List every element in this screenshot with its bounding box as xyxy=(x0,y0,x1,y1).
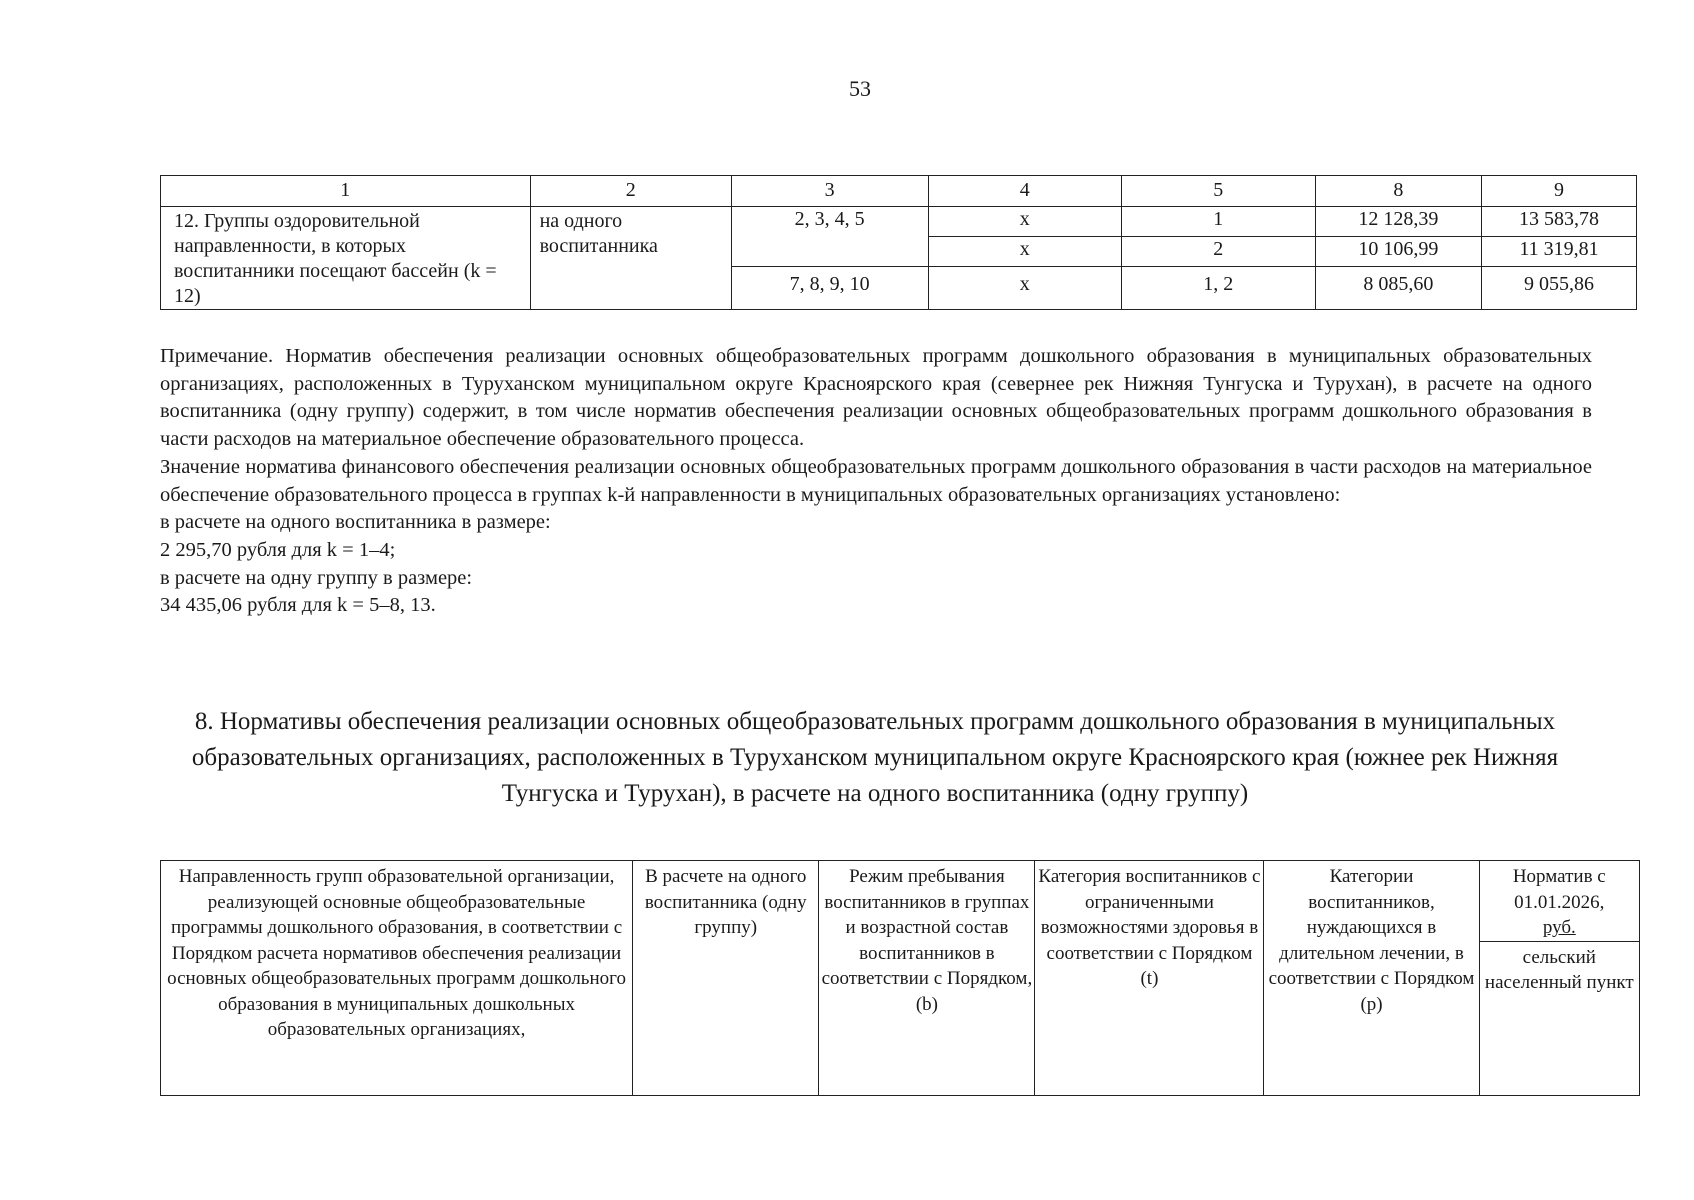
header-cell: В расчете на одного воспитанника (одну группу) xyxy=(633,861,819,1096)
page-number: 53 xyxy=(849,76,871,101)
age-cell: 7, 8, 9, 10 xyxy=(731,267,928,310)
header-cell: 8 xyxy=(1315,176,1481,207)
section-heading: 8. Нормативы обеспечения реализации основных общеобразовательных программ дошкольного образования в муниципальных образовательных организациях, расположенных в Туруханском муниципальном округе Красноярского края (южнее рек Нижняя Тунгуска и Турухан), в расчете на одного воспитанника (одну группу) xyxy=(191,708,1559,807)
table-header-row xyxy=(161,176,1637,207)
note-line: в расчете на одну группу в размере: xyxy=(160,566,473,589)
table-cell: х xyxy=(928,237,1121,267)
table-cell: 1, 2 xyxy=(1121,267,1315,310)
note-line: в расчете на одного воспитанника в размере: xyxy=(160,511,551,534)
norm-title: Норматив с 01.01.2026, xyxy=(1512,866,1606,913)
header-cell: 9 xyxy=(1482,176,1637,207)
table-cell: х xyxy=(928,207,1121,237)
top-table xyxy=(160,175,1637,310)
value-cell: 9 055,86 xyxy=(1482,267,1637,310)
header-cell: 1 xyxy=(161,176,531,207)
table-cell: 2 xyxy=(1121,237,1315,267)
header-cell: 3 xyxy=(731,176,928,207)
age-cell: 2, 3, 4, 5 xyxy=(731,207,928,267)
norm-subheader-cell: сельский населенный пункт xyxy=(1479,941,1639,1095)
header-cell: Режим пребывания воспитанников в группах и возрастной состав воспитанников в соответствии с Порядком, (b) xyxy=(819,861,1035,1096)
note-block xyxy=(160,343,1592,620)
value-cell: 10 106,99 xyxy=(1315,237,1481,267)
header-cell: 2 xyxy=(530,176,731,207)
header-cell: Направленность групп образовательной организации, реализующей основные общеобразовательные программы дошкольного образования, в соответствии с Порядком расчета нормативов обеспечения реализации основных общеобразовательных программ дошкольного образования в муниципальных дошкольных образовательных организациях, xyxy=(161,861,633,1096)
note-paragraph: Примечание. Норматив обеспечения реализации основных общеобразовательных программ дошкольного образования в муниципальных образовательных организациях, расположенных в Туруханском муниципальном округе Красноярского края (севернее рек Нижняя Тунгуска и Турухан), в расчете на одного воспитанника (одну группу) содержит, в том числе норматив обеспечения реализации основных общеобразовательных программ дошкольного образования в части расходов на материальное обеспечение образовательного процесса. xyxy=(160,345,1592,451)
per-label-cell: на одного воспитанника xyxy=(530,207,731,310)
group-label-cell: 12. Группы оздоровительной направленности, в которых воспитанники посещают бассейн (k = 12) xyxy=(161,207,531,310)
table-cell: х xyxy=(928,267,1121,310)
header-cell: Категории воспитанников, нуждающихся в длительном лечении, в соответствии с Порядком (p) xyxy=(1264,861,1479,1096)
norm-unit: руб. xyxy=(1542,917,1576,938)
value-cell: 13 583,78 xyxy=(1482,207,1637,237)
norm-header-cell xyxy=(1479,861,1639,942)
note-line: 34 435,06 рубля для k = 5–8, 13. xyxy=(160,594,436,617)
value-cell: 12 128,39 xyxy=(1315,207,1481,237)
header-cell: Категория воспитанников с ограниченными возможностями здоровья в соответствии с Порядком (t) xyxy=(1035,861,1264,1096)
value-cell: 11 319,81 xyxy=(1482,237,1637,267)
note-line: 2 295,70 рубля для k = 1–4; xyxy=(160,538,396,561)
header-cell: 5 xyxy=(1121,176,1315,207)
bottom-table xyxy=(160,860,1640,1096)
table-cell: 1 xyxy=(1121,207,1315,237)
value-cell: 8 085,60 xyxy=(1315,267,1481,310)
header-cell: 4 xyxy=(928,176,1121,207)
table-header-row xyxy=(161,861,1640,942)
note-paragraph: Значение норматива финансового обеспечения реализации основных общеобразовательных программ дошкольного образования в части расходов на материальное обеспечение образовательного процесса в группах k-й направленности в муниципальных образовательных организациях установлено: xyxy=(160,455,1592,506)
table-row xyxy=(161,207,1637,237)
